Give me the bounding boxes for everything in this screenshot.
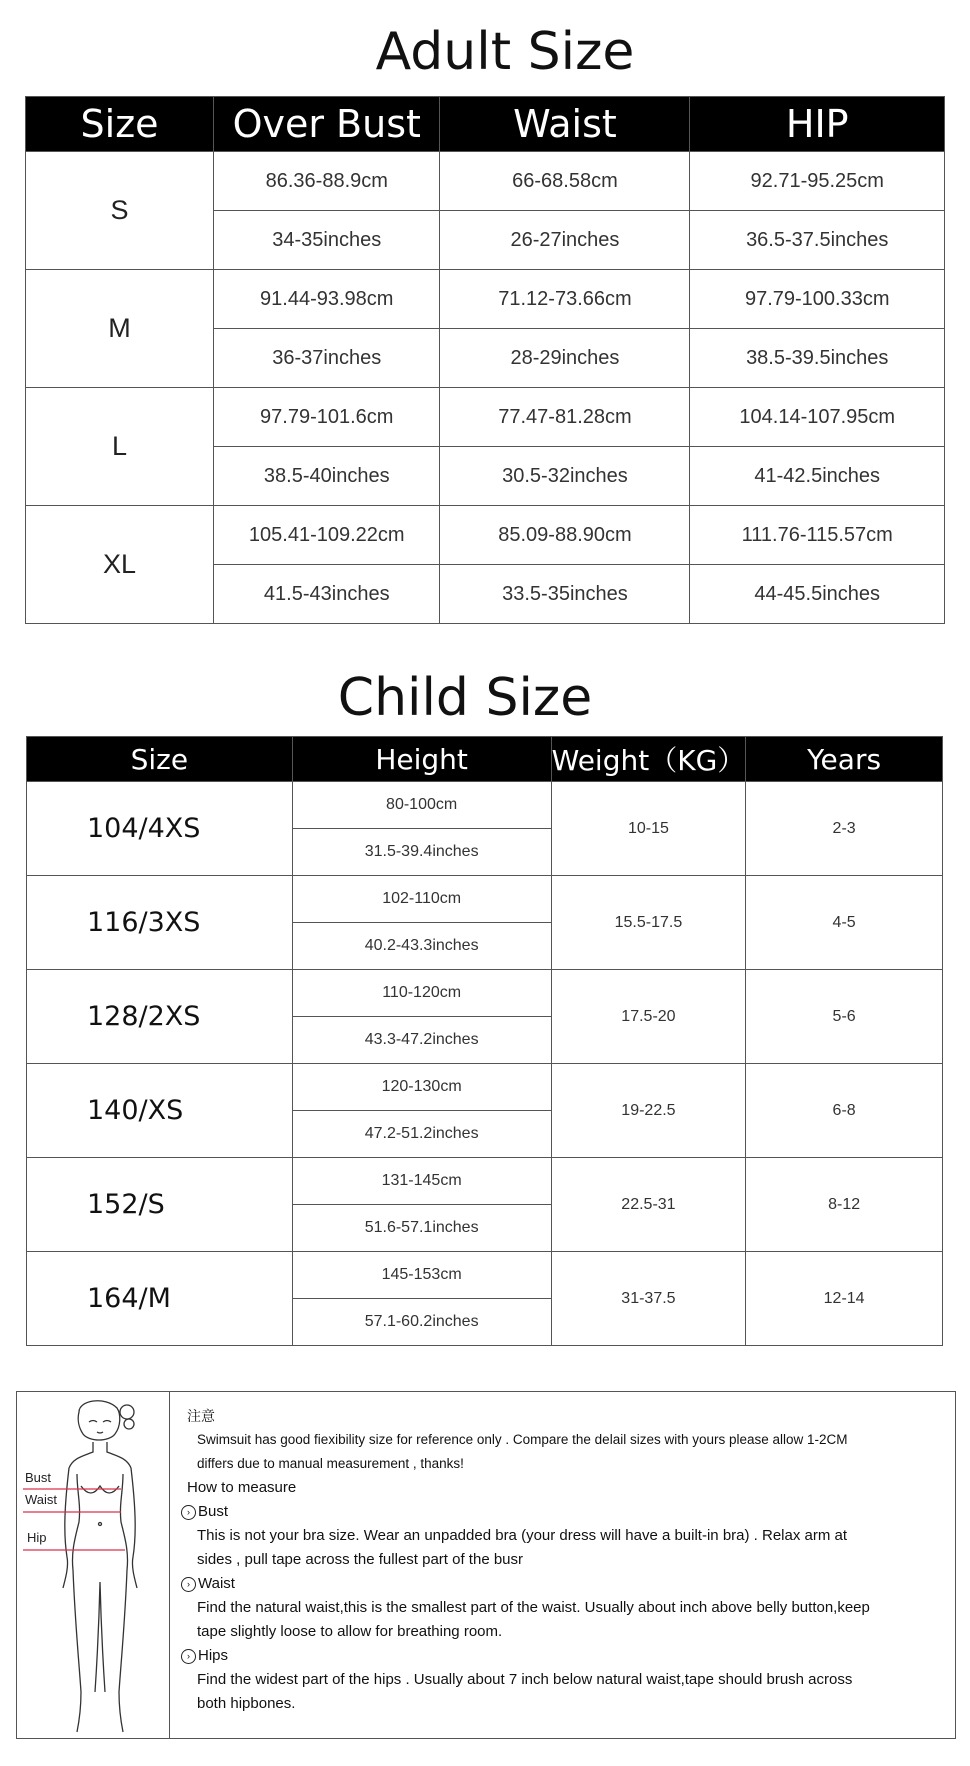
table-row bbox=[27, 782, 943, 829]
bust-instruction: sides , pull tape across the fullest part of the busr bbox=[197, 1551, 524, 1568]
height-cm-cell: 102-110cm bbox=[292, 876, 551, 923]
figure-label-bust: Bust bbox=[25, 1470, 52, 1485]
table-row bbox=[26, 270, 945, 329]
waist-title: Waist bbox=[198, 1575, 235, 1592]
height-inch-cell: 57.1-60.2inches bbox=[292, 1299, 551, 1346]
hips-title: Hips bbox=[198, 1647, 229, 1664]
height-inch-cell: 47.2-51.2inches bbox=[292, 1111, 551, 1158]
header-waist: Waist bbox=[440, 97, 690, 152]
size-cell: XL bbox=[26, 506, 214, 624]
years-cell: 8-12 bbox=[746, 1158, 943, 1252]
table-row bbox=[27, 1158, 943, 1205]
bust-inch-cell: 38.5-40inches bbox=[214, 447, 440, 506]
how-to-measure-heading: How to measure bbox=[187, 1479, 297, 1496]
table-row bbox=[26, 152, 945, 211]
bust-cm-cell: 86.36-88.9cm bbox=[214, 152, 440, 211]
size-cell: 140/XS bbox=[27, 1064, 293, 1158]
height-cm-cell: 120-130cm bbox=[292, 1064, 551, 1111]
body-figure bbox=[17, 1392, 170, 1738]
bust-title: Bust bbox=[198, 1503, 229, 1520]
header-over-bust: Over Bust bbox=[214, 97, 440, 152]
height-cm-cell: 131-145cm bbox=[292, 1158, 551, 1205]
size-cell: 164/M bbox=[27, 1252, 293, 1346]
years-cell: 2-3 bbox=[746, 782, 943, 876]
hips-instruction: Find the widest part of the hips . Usually about 7 inch below natural waist,tape should brush across bbox=[197, 1671, 853, 1688]
figure-label-hip: Hip bbox=[27, 1530, 47, 1545]
hip-cm-cell: 104.14-107.95cm bbox=[690, 388, 945, 447]
weight-cell: 31-37.5 bbox=[551, 1252, 746, 1346]
figure-label-waist: Waist bbox=[25, 1492, 58, 1507]
weight-cell: 19-22.5 bbox=[551, 1064, 746, 1158]
table-row bbox=[27, 876, 943, 923]
size-cell: L bbox=[26, 388, 214, 506]
waist-cm-cell: 71.12-73.66cm bbox=[440, 270, 690, 329]
table-row bbox=[26, 388, 945, 447]
chevron-right-icon: › bbox=[181, 1577, 196, 1592]
header-size: Size bbox=[26, 97, 214, 152]
header-weight: Weight（KG） bbox=[551, 737, 746, 782]
notes-line: differs due to manual measurement , thanks! bbox=[197, 1456, 464, 1471]
bust-inch-cell: 34-35inches bbox=[214, 211, 440, 270]
size-cell: 116/3XS bbox=[27, 876, 293, 970]
header-height: Height bbox=[292, 737, 551, 782]
bust-inch-cell: 41.5-43inches bbox=[214, 565, 440, 624]
notes-line: Swimsuit has good fiexibility size for reference only . Compare the delail sizes with yours please allow 1-2CM bbox=[197, 1432, 848, 1447]
years-cell: 12-14 bbox=[746, 1252, 943, 1346]
child-size-title: Child Size bbox=[337, 668, 593, 728]
hip-inch-cell: 44-45.5inches bbox=[690, 565, 945, 624]
table-header-row bbox=[27, 737, 943, 782]
height-cm-cell: 145-153cm bbox=[292, 1252, 551, 1299]
table-row bbox=[27, 970, 943, 1017]
weight-cell: 10-15 bbox=[551, 782, 746, 876]
hip-cm-cell: 111.76-115.57cm bbox=[690, 506, 945, 565]
table-header-row bbox=[26, 97, 945, 152]
notes-text bbox=[187, 1404, 955, 1716]
table-row bbox=[27, 1064, 943, 1111]
body-outline-illustration bbox=[17, 1392, 169, 1738]
size-cell: 128/2XS bbox=[27, 970, 293, 1064]
size-cell: 152/S bbox=[27, 1158, 293, 1252]
weight-cell: 22.5-31 bbox=[551, 1158, 746, 1252]
height-inch-cell: 40.2-43.3inches bbox=[292, 923, 551, 970]
waist-section-title bbox=[181, 1572, 955, 1596]
adult-size-title: Adult Size bbox=[375, 22, 635, 82]
years-cell: 6-8 bbox=[746, 1064, 943, 1158]
height-cm-cell: 80-100cm bbox=[292, 782, 551, 829]
size-cell: M bbox=[26, 270, 214, 388]
weight-cell: 17.5-20 bbox=[551, 970, 746, 1064]
hip-inch-cell: 38.5-39.5inches bbox=[690, 329, 945, 388]
size-cell: S bbox=[26, 152, 214, 270]
height-cm-cell: 110-120cm bbox=[292, 970, 551, 1017]
waist-cm-cell: 77.47-81.28cm bbox=[440, 388, 690, 447]
hips-instruction: both hipbones. bbox=[197, 1695, 296, 1712]
weight-cell: 15.5-17.5 bbox=[551, 876, 746, 970]
years-cell: 4-5 bbox=[746, 876, 943, 970]
chevron-right-icon: › bbox=[181, 1649, 196, 1664]
waist-inch-cell: 33.5-35inches bbox=[440, 565, 690, 624]
bust-inch-cell: 36-37inches bbox=[214, 329, 440, 388]
waist-instruction: tape slightly loose to allow for breathing room. bbox=[197, 1623, 503, 1640]
size-cell: 104/4XS bbox=[27, 782, 293, 876]
hip-inch-cell: 41-42.5inches bbox=[690, 447, 945, 506]
bust-cm-cell: 91.44-93.98cm bbox=[214, 270, 440, 329]
waist-cm-cell: 66-68.58cm bbox=[440, 152, 690, 211]
child-size-table bbox=[26, 736, 943, 1346]
hip-cm-cell: 97.79-100.33cm bbox=[690, 270, 945, 329]
hip-inch-cell: 36.5-37.5inches bbox=[690, 211, 945, 270]
waist-inch-cell: 26-27inches bbox=[440, 211, 690, 270]
bust-section-title bbox=[181, 1500, 955, 1524]
height-inch-cell: 31.5-39.4inches bbox=[292, 829, 551, 876]
height-inch-cell: 43.3-47.2inches bbox=[292, 1017, 551, 1064]
waist-inch-cell: 28-29inches bbox=[440, 329, 690, 388]
waist-cm-cell: 85.09-88.90cm bbox=[440, 506, 690, 565]
table-row bbox=[26, 506, 945, 565]
header-size: Size bbox=[27, 737, 293, 782]
height-inch-cell: 51.6-57.1inches bbox=[292, 1205, 551, 1252]
chevron-right-icon: › bbox=[181, 1505, 196, 1520]
hip-cm-cell: 92.71-95.25cm bbox=[690, 152, 945, 211]
notes-heading: 注意 bbox=[187, 1408, 215, 1424]
header-hip: HIP bbox=[690, 97, 945, 152]
hips-section-title bbox=[181, 1644, 955, 1668]
waist-inch-cell: 30.5-32inches bbox=[440, 447, 690, 506]
table-row bbox=[27, 1252, 943, 1299]
bust-cm-cell: 105.41-109.22cm bbox=[214, 506, 440, 565]
years-cell: 5-6 bbox=[746, 970, 943, 1064]
waist-instruction: Find the natural waist,this is the smallest part of the waist. Usually about inch above belly button,keep bbox=[197, 1599, 870, 1616]
bust-instruction: This is not your bra size. Wear an unpadded bra (your dress will have a built-in bra) . Relax arm at bbox=[197, 1527, 848, 1544]
measurement-notes-panel bbox=[16, 1391, 956, 1739]
bust-cm-cell: 97.79-101.6cm bbox=[214, 388, 440, 447]
adult-size-table bbox=[25, 96, 945, 624]
header-years: Years bbox=[746, 737, 943, 782]
